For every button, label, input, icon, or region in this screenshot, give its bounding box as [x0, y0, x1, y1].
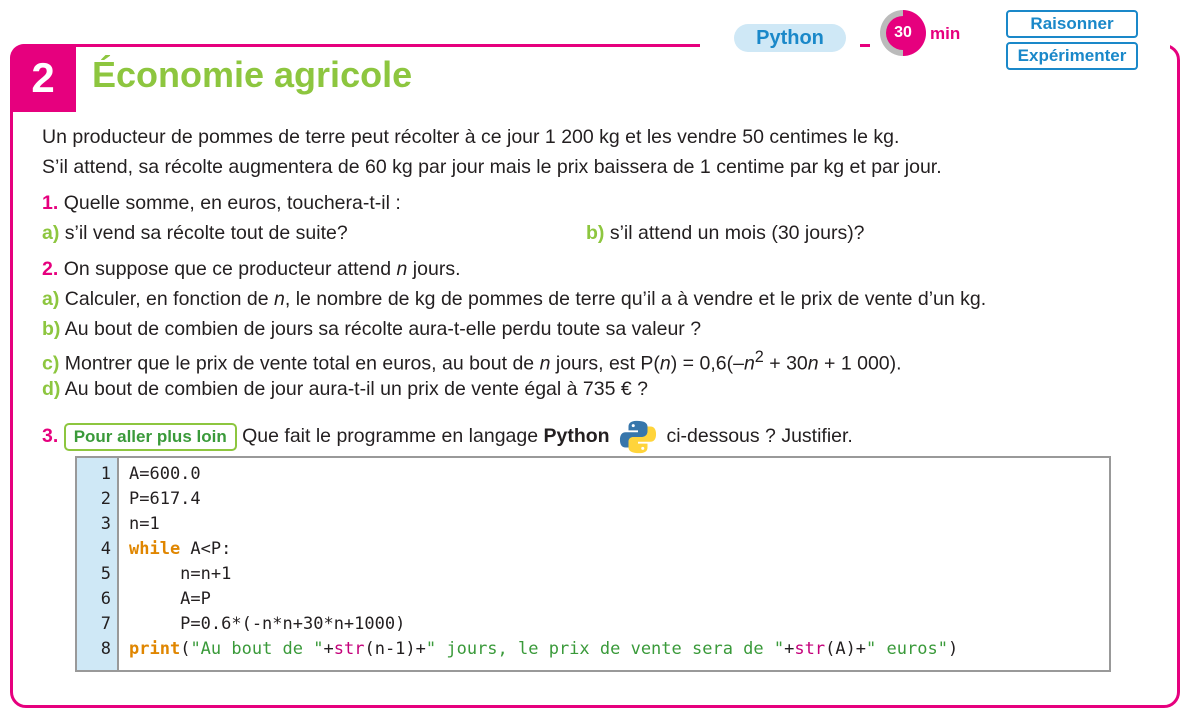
python-tag: Python [734, 24, 846, 52]
question-2c [42, 348, 902, 376]
code-text: (A)+ [825, 639, 867, 659]
code-text: + [784, 639, 795, 659]
sub-text: s’il vend sa récolte tout de suite? [64, 222, 348, 244]
sub-text: s’il attend un mois (30 jours)? [609, 222, 865, 244]
sub-label: b) [42, 318, 61, 340]
code-line: n=1 [129, 514, 160, 534]
code-text: + [323, 639, 334, 659]
code-string: " euros" [866, 639, 948, 659]
question-2b [42, 318, 701, 341]
sub-text: Calculer, en fonction de [64, 288, 269, 310]
python-logo-icon [619, 418, 657, 456]
timer-icon [880, 10, 926, 56]
question-text: On suppose que ce producteur attend [63, 258, 392, 280]
question-3 [42, 418, 853, 456]
code-string: "Au bout de " [190, 639, 324, 659]
code-line [129, 539, 231, 559]
sub-text: Au bout de combien de jour aura-t-il un prix de vente égal à 735 € ? [64, 378, 648, 400]
sub-text: + 30 [763, 352, 808, 375]
intro-line-2: S’il attend, sa récolte augmentera de 60 kg par jour mais le prix baissera de 1 centime par kg et par jour. [42, 156, 942, 178]
sub-text: ) = 0,6(– [670, 352, 744, 375]
question-2a [42, 288, 986, 311]
sub-text: + 1 000). [818, 352, 902, 375]
language-name: Python [543, 425, 610, 448]
sub-label: a) [42, 222, 60, 244]
code-text: A<P: [180, 539, 232, 559]
code-keyword: while [129, 539, 181, 559]
line-number: 1 [100, 464, 111, 484]
sub-label: d) [42, 378, 61, 400]
question-text: Quelle somme, en euros, touchera-t-il : [63, 192, 401, 214]
question-1 [42, 192, 401, 215]
sub-text: , le nombre de kg de pommes de terre qu’il a à vendre et le prix de vente d’un kg. [284, 288, 987, 310]
line-number: 7 [100, 614, 111, 634]
sub-label: b) [586, 222, 605, 244]
code-builtin: str [794, 639, 826, 659]
exercise-title: Économie agricole [92, 54, 413, 95]
exercise-number: 2 [10, 44, 76, 112]
question-number: 2. [42, 258, 59, 280]
code-builtin: str [333, 639, 365, 659]
code-line: P=617.4 [129, 489, 201, 509]
sub-label: c) [42, 352, 60, 375]
line-number: 6 [100, 589, 111, 609]
code-line: A=P [129, 589, 211, 609]
code-line: P=0.6*(-n*n+30*n+1000) [129, 614, 406, 634]
question-2 [42, 258, 460, 281]
code-text: (n-1)+ [364, 639, 426, 659]
skill-raisonner: Raisonner [1006, 10, 1138, 38]
timer-unit: min [930, 24, 961, 43]
var-n: n [743, 352, 755, 375]
question-text: Que fait le programme en langage [242, 425, 539, 448]
question-text: jours. [412, 258, 461, 280]
var-n: n [539, 352, 551, 375]
exponent: 2 [754, 348, 764, 366]
intro-line-1: Un producteur de pommes de terre peut récolter à ce jour 1 200 kg et les vendre 50 centimes le kg. [42, 126, 900, 148]
line-number: 3 [100, 514, 111, 534]
line-number: 5 [100, 564, 111, 584]
code-keyword: print [129, 639, 181, 659]
question-number: 1. [42, 192, 59, 214]
sub-text: Au bout de combien de jours sa récolte aura-t-elle perdu toute sa valeur ? [64, 318, 702, 340]
line-number-gutter [77, 458, 119, 670]
code-line: A=600.0 [129, 464, 201, 484]
timer-value: 30 [886, 16, 920, 50]
line-number: 4 [100, 539, 111, 559]
line-number: 8 [100, 639, 111, 659]
pour-aller-plus-loin-badge: Pour aller plus loin [64, 423, 237, 451]
var-n: n [807, 352, 819, 375]
sub-label: a) [42, 288, 60, 310]
line-number: 2 [100, 489, 111, 509]
var-n: n [396, 258, 408, 280]
code-string: " jours, le prix de vente sera de " [425, 639, 785, 659]
question-2d [42, 378, 648, 401]
sub-text: Montrer que le prix de vente total en euros, au bout de [64, 352, 535, 375]
var-n: n [659, 352, 671, 375]
code-text: ) [947, 639, 959, 659]
question-number: 3. [42, 425, 59, 448]
skill-experimenter: Expérimenter [1006, 42, 1138, 70]
var-n: n [274, 288, 285, 310]
code-text: ( [180, 639, 191, 659]
code-line: n=n+1 [129, 564, 232, 584]
question-1a [42, 222, 348, 245]
sub-text: jours, est P( [555, 352, 660, 375]
question-text: ci-dessous ? Justifier. [666, 425, 853, 448]
code-line [129, 639, 958, 659]
code-block [75, 456, 1111, 672]
question-1b [586, 222, 865, 245]
